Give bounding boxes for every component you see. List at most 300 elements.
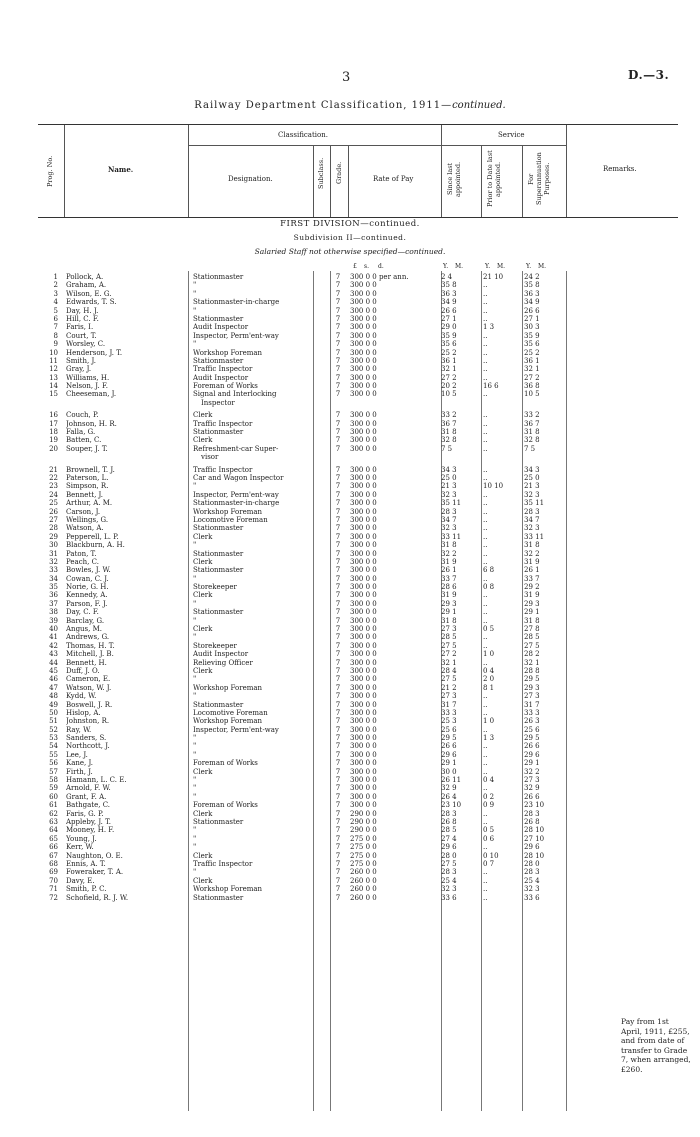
table-row [38, 307, 678, 315]
prior-service: .. [483, 507, 488, 516]
grade: 7 [335, 776, 341, 785]
rate-of-pay: 300 0 0 [350, 289, 377, 298]
superannuation-service: 28 3 [524, 507, 540, 516]
table-row [38, 340, 678, 348]
prior-service: .. [483, 490, 488, 499]
grade: 7 [335, 851, 341, 860]
grade: 7 [335, 331, 341, 340]
designation: " [193, 776, 197, 785]
since-last-appointed: 27 5 [441, 859, 457, 868]
rate-of-pay: 300 0 0 [350, 390, 377, 399]
superannuation-service: 32 1 [524, 658, 540, 667]
prog-no: 62 [49, 809, 58, 818]
staff-name: Naughton, O. E. [66, 851, 123, 860]
since-last-appointed: 32 2 [441, 549, 457, 558]
staff-name: Gray, J. [66, 365, 92, 374]
designation: Refreshment-car Super- [193, 444, 279, 453]
superannuation-service: 28 3 [524, 868, 540, 877]
since-last-appointed: 33 2 [441, 411, 457, 420]
table-row [38, 768, 678, 776]
since-last-appointed: 21 3 [441, 482, 457, 491]
table-row [38, 617, 678, 625]
staff-name: Falla, G. [66, 428, 96, 437]
since-last-appointed: 32 9 [441, 784, 457, 793]
since-last-appointed: 35 11 [441, 499, 462, 508]
rate-of-pay: 300 0 0 [350, 759, 377, 768]
staff-name: Hamann, L. C. E. [66, 776, 127, 785]
staff-name: Arthur, A. M. [66, 499, 113, 508]
since-last-appointed: 7 5 [441, 444, 453, 453]
table-row [38, 692, 678, 700]
table-row [38, 281, 678, 289]
table-row [38, 474, 678, 482]
rate-of-pay: 300 0 0 [350, 306, 377, 315]
prog-no: 69 [49, 868, 58, 877]
designation: Clerk [193, 809, 213, 818]
table-row [38, 575, 678, 583]
superannuation-service: 25 6 [524, 725, 540, 734]
rate-of-pay: 300 0 0 [350, 658, 377, 667]
rate-of-pay: 300 0 0 [350, 428, 377, 437]
designation: " [193, 281, 197, 290]
table-row [38, 650, 678, 658]
rate-of-pay: 300 0 0 [350, 625, 377, 634]
grade: 7 [335, 859, 341, 868]
designation: " [193, 574, 197, 583]
designation: Workshop Foreman [193, 717, 263, 726]
prog-no: 59 [49, 784, 58, 793]
prior-service: .. [483, 818, 488, 826]
prog-no: 58 [49, 776, 58, 785]
prior-service: 0 10 [483, 851, 499, 860]
header-prior-to-date: Prior to Date last appointed. [486, 150, 502, 208]
prior-service: .. [483, 591, 488, 600]
designation: " [193, 843, 197, 852]
staff-name: Faris, I. [66, 323, 94, 332]
staff-name: Young, J. [66, 834, 97, 843]
designation: Relieving Officer [193, 658, 253, 667]
prog-no: 56 [49, 759, 58, 768]
since-last-appointed: 25 2 [441, 348, 457, 357]
staff-name: Court, T. [66, 331, 97, 340]
table-row [38, 550, 678, 558]
designation: Storekeeper [193, 583, 237, 592]
table-row [38, 374, 678, 382]
grade: 7 [335, 411, 341, 420]
prior-service: .. [483, 314, 488, 323]
table-row [38, 860, 678, 868]
rate-of-pay: 300 0 0 [350, 608, 377, 617]
grade: 7 [335, 541, 341, 550]
rate-of-pay: 300 0 0 [350, 348, 377, 357]
prog-no: 60 [49, 792, 58, 801]
prior-service: 0 2 [483, 792, 495, 801]
prog-no: 54 [49, 742, 58, 751]
designation: Locomotive Foreman [193, 708, 268, 717]
rate-of-pay: 300 0 0 [350, 583, 377, 592]
prior-service: 0 4 [483, 666, 495, 675]
prior-service: .. [483, 608, 488, 617]
prog-no: 14 [49, 382, 58, 391]
prog-no: 50 [49, 708, 58, 717]
grade: 7 [335, 666, 341, 675]
designation: Traffic Inspector [193, 859, 253, 868]
designation: Clerk [193, 411, 213, 420]
prog-no: 34 [49, 574, 58, 583]
table-row [38, 524, 678, 532]
prior-service: .. [483, 750, 488, 759]
prior-service: .. [483, 885, 488, 894]
since-last-appointed: 32 3 [441, 885, 457, 894]
superannuation-service: 27 8 [524, 625, 540, 634]
prior-service: 10 10 [483, 482, 504, 491]
since-last-appointed: 21 2 [441, 683, 457, 692]
header-prog-no: Prog. No. [46, 155, 54, 187]
header-grade: Grade. [335, 161, 343, 185]
superannuation-service: 27 5 [524, 641, 540, 650]
staff-name: Angus, M. [66, 625, 102, 634]
designation: Stationmaster [193, 549, 244, 558]
superannuation-service: 31 8 [524, 541, 540, 550]
superannuation-service: 26 8 [524, 818, 540, 826]
superannuation-service: 32 3 [524, 885, 540, 894]
table-row [38, 659, 678, 667]
superannuation-service: 29 1 [524, 608, 540, 617]
rate-of-pay: 300 0 0 [350, 700, 377, 709]
since-last-appointed: 29 6 [441, 843, 457, 852]
staff-name: Nelson, J. F. [66, 382, 108, 391]
rate-of-pay: 300 0 0 [350, 549, 377, 558]
since-last-appointed: 35 8 [441, 281, 457, 290]
designation: Stationmaster-in-charge [193, 298, 280, 307]
staff-name: Batten, C. [66, 436, 102, 445]
superannuation-service: 27 10 [524, 834, 545, 843]
rate-of-pay: 300 0 0 [350, 574, 377, 583]
table-row [38, 642, 678, 650]
superannuation-service: 28 5 [524, 633, 540, 642]
rate-of-pay: 300 0 0 [350, 507, 377, 516]
grade: 7 [335, 759, 341, 768]
table-row [38, 533, 678, 541]
superannuation-service: 25 4 [524, 876, 540, 885]
superannuation-service: 27 3 [524, 692, 540, 701]
unit-shilling: s. [364, 263, 369, 270]
grade: 7 [335, 650, 341, 659]
superannuation-service: 35 8 [524, 281, 540, 290]
designation: Stationmaster [193, 273, 244, 281]
staff-name: Simpson, R. [66, 482, 109, 491]
grade: 7 [335, 382, 341, 391]
prior-service: .. [483, 532, 488, 541]
table-row [38, 315, 678, 323]
prog-no: 53 [49, 734, 58, 743]
prog-no: 71 [49, 885, 58, 894]
prog-no: 45 [49, 666, 58, 675]
grade: 7 [335, 356, 341, 365]
superannuation-service: 32 1 [524, 365, 540, 374]
page-code: D.—3. [628, 68, 670, 82]
prior-service: .. [483, 868, 488, 877]
table-row [38, 600, 678, 608]
unit-y-since: Y. [443, 263, 449, 270]
header-classification: Classification. [278, 131, 328, 139]
table-row [38, 793, 678, 801]
superannuation-service: 29 3 [524, 683, 540, 692]
prior-service: 2 0 [483, 675, 495, 684]
prog-no: 70 [49, 876, 58, 885]
unit-m-super: M. [538, 263, 547, 270]
subdivision-heading: Subdivision II—continued. [293, 233, 407, 242]
grade: 7 [335, 809, 341, 818]
prior-service: .. [483, 298, 488, 307]
header-divider [441, 125, 442, 217]
superannuation-service: 26 3 [524, 717, 540, 726]
staff-name: Duff, J. O. [66, 666, 100, 675]
superannuation-service: 23 10 [524, 801, 545, 810]
grade: 7 [335, 273, 341, 281]
designation: Stationmaster [193, 566, 244, 575]
prog-no: 1 [53, 273, 58, 281]
table-row [38, 843, 678, 851]
since-last-appointed: 31 9 [441, 557, 457, 566]
designation: Traffic Inspector [193, 365, 253, 374]
table-row [38, 420, 678, 428]
designation: Stationmaster [193, 428, 244, 437]
since-last-appointed: 33 6 [441, 893, 457, 902]
superannuation-service: 33 7 [524, 574, 540, 583]
prog-no: 72 [49, 893, 58, 902]
prog-no: 27 [49, 515, 58, 524]
superannuation-service: 35 6 [524, 340, 540, 349]
rate-of-pay: 300 0 0 [350, 767, 377, 776]
prog-no: 25 [49, 499, 58, 508]
prog-no: 33 [49, 566, 58, 575]
rate-of-pay: 300 0 0 [350, 641, 377, 650]
superannuation-service: 36 1 [524, 356, 540, 365]
since-last-appointed: 27 2 [441, 373, 457, 382]
designation: " [193, 834, 197, 843]
since-last-appointed: 2 4 [441, 273, 453, 281]
designation: Stationmaster [193, 893, 244, 902]
superannuation-service: 26 1 [524, 566, 540, 575]
since-last-appointed: 10 5 [441, 390, 457, 399]
prog-no: 28 [49, 524, 58, 533]
since-last-appointed: 28 5 [441, 826, 457, 835]
staff-name: Faris, G. P. [66, 809, 104, 818]
since-last-appointed: 20 2 [441, 382, 457, 391]
prior-service: 0 4 [483, 776, 495, 785]
since-last-appointed: 29 6 [441, 750, 457, 759]
staff-name: Davy, E. [66, 876, 95, 885]
prior-service: .. [483, 725, 488, 734]
header-remarks: Remarks. [603, 165, 637, 173]
designation: Foreman of Works [193, 382, 258, 391]
rate-of-pay: 300 0 0 [350, 490, 377, 499]
staff-name: Norie, G. H. [66, 583, 109, 592]
grade: 7 [335, 700, 341, 709]
grade: 7 [335, 314, 341, 323]
header-divider [481, 145, 482, 217]
prog-no: 19 [49, 436, 58, 445]
rate-of-pay: 300 0 0 [350, 298, 377, 307]
rate-of-pay: 300 0 0 [350, 340, 377, 349]
grade: 7 [335, 340, 341, 349]
since-last-appointed: 26 6 [441, 742, 457, 751]
since-last-appointed: 27 5 [441, 675, 457, 684]
staff-name: Peach, C. [66, 557, 99, 566]
grade: 7 [335, 868, 341, 877]
superannuation-service: 29 5 [524, 734, 540, 743]
rate-of-pay: 300 0 0 [350, 717, 377, 726]
superannuation-service: 21 3 [524, 482, 540, 491]
grade: 7 [335, 692, 341, 701]
designation: Clerk [193, 591, 213, 600]
superannuation-service: 33 6 [524, 893, 540, 902]
designation: Inspector, Perm'ent-way [193, 490, 279, 499]
staff-name: Barclay, G. [66, 616, 105, 625]
superannuation-service: 35 11 [524, 499, 545, 508]
grade: 7 [335, 507, 341, 516]
header-rate-of-pay: Rate of Pay [373, 175, 414, 183]
table-row [38, 436, 678, 444]
since-last-appointed: 35 9 [441, 331, 457, 340]
staff-name: Bennett, H. [66, 658, 107, 667]
prior-service: .. [483, 641, 488, 650]
prior-service: .. [483, 444, 488, 453]
prog-no: 21 [49, 465, 58, 474]
designation: " [193, 792, 197, 801]
rate-of-pay: 300 0 0 [350, 599, 377, 608]
grade: 7 [335, 734, 341, 743]
designation: Stationmaster [193, 314, 244, 323]
prior-service: .. [483, 436, 488, 445]
table-row [38, 633, 678, 641]
prog-no: 32 [49, 557, 58, 566]
rate-of-pay: 300 0 0 [350, 532, 377, 541]
superannuation-service: 28 3 [524, 809, 540, 818]
prog-no: 29 [49, 532, 58, 541]
staff-name: Day, H. J. [66, 306, 99, 315]
rate-of-pay: 260 0 0 [350, 868, 377, 877]
prog-no: 63 [49, 818, 58, 826]
grade: 7 [335, 633, 341, 642]
table-row [38, 466, 678, 474]
designation: Audit Inspector [193, 323, 249, 332]
prior-service: 0 5 [483, 625, 495, 634]
prior-service: .. [483, 373, 488, 382]
grade: 7 [335, 428, 341, 437]
rate-of-pay: 300 0 0 [350, 436, 377, 445]
designation: Locomotive Foreman [193, 515, 268, 524]
rate-of-pay: 275 0 0 [350, 859, 377, 868]
staff-heading: Salaried Staff not otherwise specified—continued. [254, 247, 446, 256]
designation: Stationmaster [193, 818, 244, 826]
superannuation-service: 26 6 [524, 742, 540, 751]
prior-service: .. [483, 809, 488, 818]
staff-name: Watson, W. J. [66, 683, 112, 692]
prog-no: 37 [49, 599, 58, 608]
table-row [38, 390, 678, 398]
rate-of-pay: 260 0 0 [350, 885, 377, 894]
superannuation-service: 31 7 [524, 700, 540, 709]
rate-of-pay: 300 0 0 [350, 616, 377, 625]
prior-service: .. [483, 759, 488, 768]
since-last-appointed: 32 1 [441, 658, 457, 667]
designation: " [193, 868, 197, 877]
prior-service: .. [483, 658, 488, 667]
table-row [38, 411, 678, 419]
grade: 7 [335, 708, 341, 717]
table-row [38, 675, 678, 683]
designation: " [193, 633, 197, 642]
designation: Inspector, Perm'ent-way [193, 725, 279, 734]
staff-name: Bennett, J. [66, 490, 104, 499]
superannuation-service: 36 8 [524, 382, 540, 391]
table-row [38, 273, 678, 281]
grade: 7 [335, 834, 341, 843]
prior-service: .. [483, 289, 488, 298]
prior-service: 0 8 [483, 583, 495, 592]
rate-of-pay: 300 0 0 [350, 515, 377, 524]
rate-of-pay: 300 0 0 [350, 675, 377, 684]
staff-name: Lee, J. [66, 750, 88, 759]
rate-of-pay: 300 0 0 [350, 323, 377, 332]
superannuation-service: 32 8 [524, 436, 540, 445]
prog-no: 52 [49, 725, 58, 734]
designation: Stationmaster [193, 356, 244, 365]
superannuation-service: 28 10 [524, 851, 545, 860]
staff-name: Henderson, J. T. [66, 348, 123, 357]
table-row [38, 684, 678, 692]
grade: 7 [335, 608, 341, 617]
since-last-appointed: 36 1 [441, 356, 457, 365]
table-row [38, 482, 678, 490]
prior-service: .. [483, 692, 488, 701]
prog-no: 22 [49, 473, 58, 482]
staff-name: Sanders, S. [66, 734, 107, 743]
prior-service: .. [483, 281, 488, 290]
designation: Traffic Inspector [193, 419, 253, 428]
designation: " [193, 306, 197, 315]
staff-name: Watson, A. [66, 524, 104, 533]
table-row-continuation [38, 453, 678, 461]
division-heading: FIRST DIVISION—continued. [280, 219, 420, 229]
rate-of-pay: 300 0 0 [350, 382, 377, 391]
prog-no: 61 [49, 801, 58, 810]
rate-of-pay: 300 0 0 [350, 742, 377, 751]
grade: 7 [335, 482, 341, 491]
table-row [38, 349, 678, 357]
grade: 7 [335, 616, 341, 625]
superannuation-service: 31 9 [524, 591, 540, 600]
designation: Car and Wagon Inspector [193, 473, 284, 482]
table-row [38, 835, 678, 843]
designation: " [193, 734, 197, 743]
grade: 7 [335, 784, 341, 793]
superannuation-service: 29 2 [524, 583, 540, 592]
rate-of-pay: 300 0 0 [350, 373, 377, 382]
since-last-appointed: 28 3 [441, 507, 457, 516]
grade: 7 [335, 444, 341, 453]
table-row [38, 365, 678, 373]
staff-name: Arnold, F. W. [66, 784, 111, 793]
prior-service: .. [483, 473, 488, 482]
staff-name: Boswell, J. R. [66, 700, 113, 709]
rate-of-pay: 290 0 0 [350, 818, 377, 826]
table-row [38, 709, 678, 717]
grade: 7 [335, 583, 341, 592]
prog-no: 49 [49, 700, 58, 709]
